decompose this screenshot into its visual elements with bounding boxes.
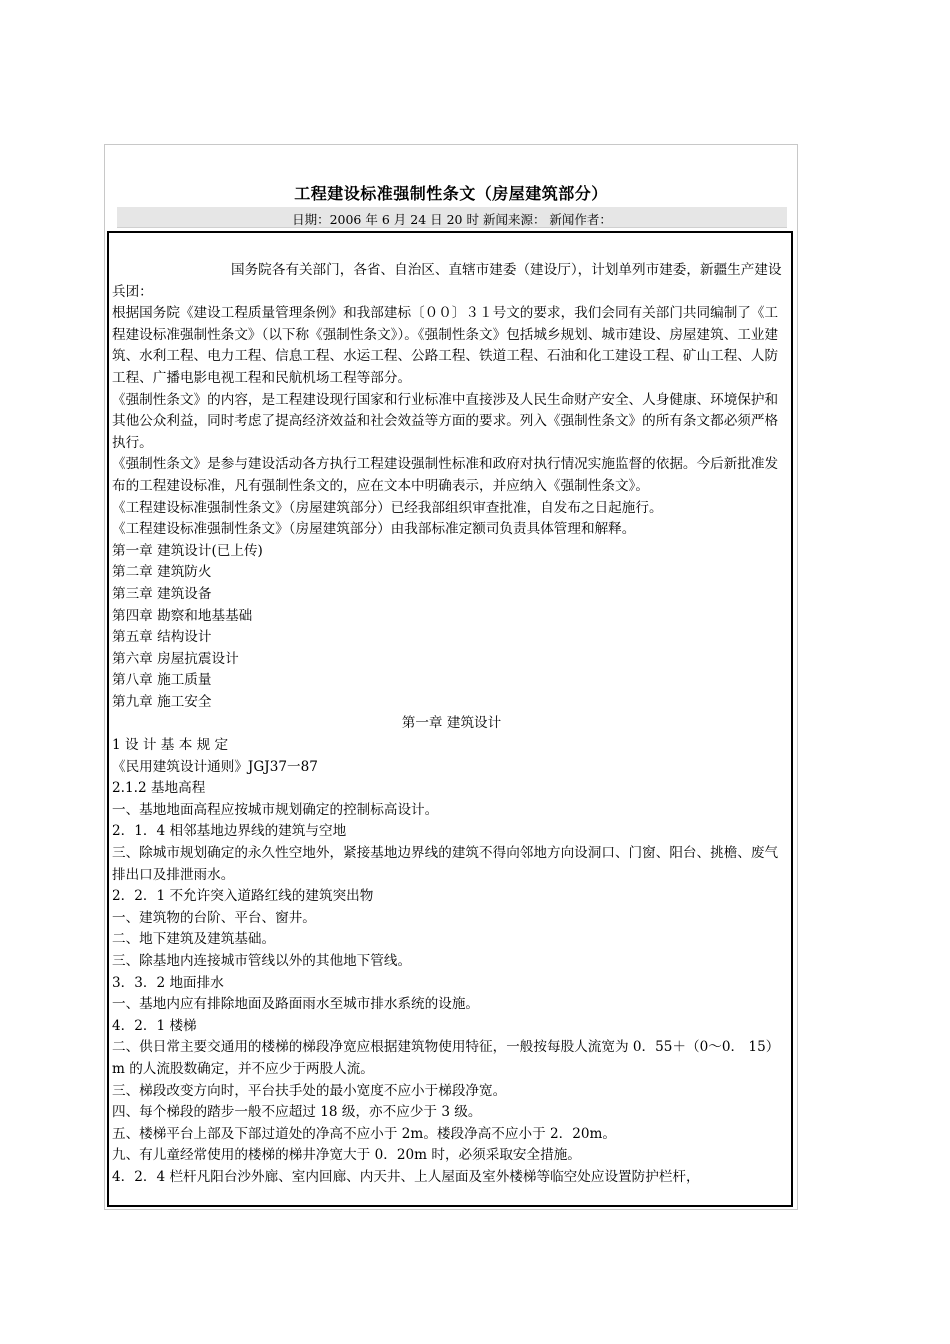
chapter-list-item: 第六章 房屋抗震设计 (112, 650, 239, 667)
chapter-heading: 第一章 建筑设计 (401, 715, 502, 732)
chapter-list-item: 第三章 建筑设备 (112, 585, 212, 602)
body-paragraph: 《强制性条文》是参与建设活动各方执行工程建设强制性标准和政府对执行情况实施监督的依据。今后新批准发布的工程建设标准，凡有强制性条文的，应在文本中明确表示，并应纳入《强制性条文》。 (112, 456, 779, 494)
chapter-list-item: 第二章 建筑防火 (112, 564, 212, 581)
clause-item: 三、除城市规划确定的永久性空地外，紧接基地边界线的建筑不得向邻地方向设洞口、门窗、阳台、挑檐、废气排出口及排泄雨水。 (112, 845, 779, 883)
clause-item: 一、建筑物的台阶、平台、窗井。 (112, 909, 316, 926)
chapter-list-item: 第八章 施工质量 (112, 672, 212, 689)
clause-item: 三、除基地内连接城市管线以外的其他地下管线。 (112, 953, 412, 969)
body-paragraph: 国务院各有关部门，各省、自治区、直辖市建委（建设厅），计划单列市建委，新疆生产建设兵团： (112, 262, 782, 300)
chapter-list-item: 第五章 结构设计 (112, 629, 212, 646)
clause-item: 四、每个梯段的踏步一般不应超过 18 级，亦不应少于 3 级。 (112, 1104, 482, 1121)
body-paragraph: 《工程建设标准强制性条文》（房屋建筑部分）由我部标准定额司负责具体管理和解释。 (112, 521, 636, 538)
clause-heading: 2．2．1 不允许突入道路红线的建筑突出物 (112, 888, 374, 905)
chapter-list-item: 第一章 建筑设计(已上传) (112, 542, 263, 559)
body-paragraph: 《民用建筑设计通则》JGJ37一87 (112, 758, 318, 775)
clause-heading: 2.1.2 基地高程 (112, 780, 206, 797)
clause-item: 五、楼梯平台上部及下部过道处的净高不应小于 2m。楼段净高不应小于 2．20m。 (112, 1125, 617, 1142)
clause-heading: 4．2．1 楼梯 (112, 1017, 197, 1034)
chapter-list-item: 第四章 勘察和地基基础 (112, 607, 253, 624)
article-body-box (107, 231, 793, 1207)
clause-item: 二、地下建筑及建筑基础。 (112, 931, 276, 948)
chapter-list-item: 第九章 施工安全 (112, 693, 212, 710)
clause-item: 二、供日常主要交通用的楼梯的梯段净宽应根据建筑物使用特征，一般按每股人流宽为 0．55＋（0～0． 15）m 的人流股数确定，并不应少于两股人流。 (112, 1039, 780, 1077)
body-paragraph: 根据国务院《建设工程质量管理条例》和我部建标〔００〕３１号文的要求，我们会同有关部门共同编制了《工程建设标准强制性条文》（以下称《强制性条文》）。《强制性条文》包括城乡规划、城市建设、房屋建筑、工业建筑、水利工程、电力工程、信息工程、水运工程、公路工程、铁道工程、石油和化工建设工程、矿山工程、人防工程、广播电影电视工程和民航机场工程等部分。 (112, 305, 779, 386)
section-heading: 1 设 计 基 本 规 定 (112, 737, 229, 754)
body-paragraph: 《工程建设标准强制性条文》（房屋建筑部分）已经我部组织审查批准，自发布之日起施行。 (112, 499, 663, 516)
article-title: 工程建设标准强制性条文（房屋建筑部分） (294, 184, 608, 203)
article-body (109, 233, 791, 1189)
clause-item: 九、有儿童经常使用的楼梯的梯井净宽大于 0．20m 时，必须采取安全措施。 (112, 1147, 581, 1164)
article-dateline: 日期：2006 年 6 月 24 日 20 时 新闻来源： 新闻作者： (117, 207, 787, 228)
clause-item: 一、基地地面高程应按城市规划确定的控制标高设计。 (112, 801, 439, 818)
body-paragraph: 《强制性条文》的内容，是工程建设现行国家和行业标准中直接涉及人民生命财产安全、人身健康、环境保护和其他公众利益，同时考虑了提高经济效益和社会效益等方面的要求。列入《强制性条文》的所有条文都必须严格执行。 (112, 391, 779, 451)
clause-heading: 3．3．2 地面排水 (112, 974, 224, 991)
clause-item: 一、基地内应有排除地面及路面雨水至城市排水系统的设施。 (112, 996, 480, 1013)
clause-item: 三、梯段改变方向时，平台扶手处的最小宽度不应小于梯段净宽。 (112, 1082, 507, 1099)
clause-heading: 4．2．4 栏杆凡阳台沙外廊、室内回廊、内天井、上人屋面及室外楼梯等临空处应设置防护栏杆， (112, 1168, 700, 1185)
clause-heading: 2．1．4 相邻基地边界线的建筑与空地 (112, 823, 347, 840)
article-frame (104, 144, 798, 1210)
